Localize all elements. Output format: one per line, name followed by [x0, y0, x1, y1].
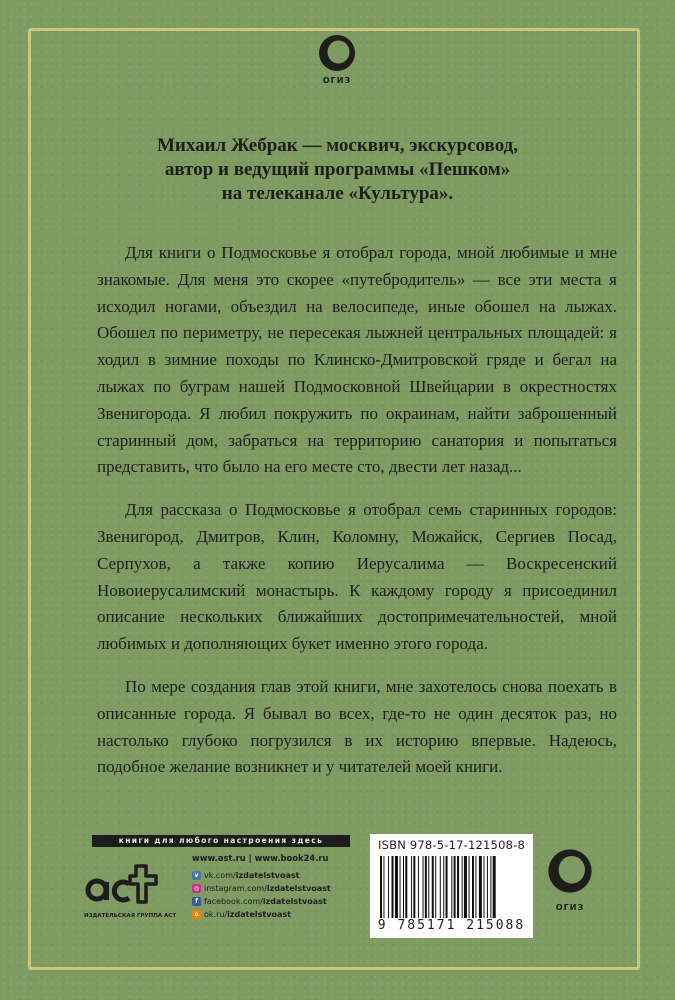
ast-imprint: ИЗДАТЕЛЬСКАЯ ГРУППА АСТ: [84, 913, 177, 919]
publisher-name: ОГИЗ: [555, 903, 585, 912]
barcode-bar: [418, 856, 419, 918]
social-link-handle: izdatelstvoast: [227, 910, 291, 919]
publisher-logo-bottom: [542, 847, 598, 912]
annotation-paragraph: По мере создания глав этой книги, мне захотелось снова поехать в описанные города. Я бывал во всех, где-то не один десяток раз, но настолько глубоко погрузился в их историю впервые. Надеюсь, подобное желание возникнет и у читателей моей книги.: [97, 676, 617, 777]
barcode-bar: [392, 856, 394, 918]
barcode-bar: [446, 856, 448, 918]
social-link-handle: izdatelstvoast: [235, 871, 300, 880]
ast-logo: [84, 858, 177, 919]
barcode-bar: [435, 856, 436, 918]
isbn-number: ISBN 978-5-17-121508-8: [378, 838, 525, 852]
barcode-bar: [405, 856, 407, 918]
ean-number: 9 785171 215088: [377, 918, 526, 933]
barcode-bar: [493, 856, 496, 918]
barcode-bar: [403, 856, 404, 918]
barcode-bar: [428, 856, 429, 918]
barcode-bar: [490, 856, 491, 918]
barcode-bar: [400, 856, 401, 918]
barcode-bar: [443, 856, 444, 918]
barcode-bar: [475, 856, 476, 918]
barcode-bar: [454, 856, 456, 918]
author-intro-line: Михаил Жебрак — москвич, экскурсовод,: [156, 135, 519, 156]
publisher-links: [192, 853, 362, 921]
ogiz-ring-icon: [546, 847, 594, 895]
social-link-handle: izdatelstvoast: [262, 897, 327, 906]
annotation-paragraph: Для книги о Подмосковье я отобрал города, мной любимые и мне знакомые. Для меня это скорее «путебродитель» — все эти места я исходил ногами, объездил на велосипеде, иные обошел на лыжах. Обошел по периметру, не пересекая лыжней центральных площадей: я ходил в зимние походы по Клинско-Дмитровской гряде и бегал на лыжах по буграм нашей Подмосковной Швейцарии в окрестностях Звенигорода. Я любил покружить по окраинам, найти заброшенный старинный дом, забраться на территорию санатория и попытаться представить, что было на его месте сто, двести лет назад...: [97, 243, 617, 477]
author-intro-line: автор и ведущий программы «Пешком»: [164, 159, 511, 180]
ogiz-ring-icon: [317, 33, 357, 73]
barcode-icon: [380, 856, 526, 918]
social-link-odnoklassniki[interactable]: [192, 908, 362, 921]
barcode-bar: [484, 856, 485, 918]
author-intro-line: на телеканале «Культура».: [221, 183, 454, 204]
social-link-prefix: instagram.com/: [204, 884, 267, 893]
odnoklassniki-icon: o: [192, 910, 201, 919]
social-link-facebook[interactable]: [192, 895, 362, 908]
barcode-bar: [464, 856, 467, 918]
barcode-bar: [472, 856, 474, 918]
social-link-prefix: vk.com/: [204, 871, 236, 880]
barcode-bar: [388, 856, 389, 918]
barcode-bar: [383, 856, 384, 918]
annotation-text: [97, 240, 617, 797]
vk-icon: v: [192, 871, 201, 880]
barcode-bar: [395, 856, 398, 918]
barcode-bar: [411, 856, 412, 918]
barcode-bar: [479, 856, 482, 918]
social-link-handle: izdatelstvoast: [266, 884, 331, 893]
social-link-instagram[interactable]: [192, 882, 362, 895]
barcode-bar: [487, 856, 488, 918]
barcode-bar: [462, 856, 463, 918]
publisher-name: ОГИЗ: [322, 76, 352, 85]
barcode-bar: [413, 856, 415, 918]
publisher-logo-top: [315, 33, 359, 85]
barcode-bar: [423, 856, 424, 918]
tagline-banner: книги для любого настроения здесь: [92, 835, 350, 847]
barcode-bar: [457, 856, 459, 918]
publisher-sites[interactable]: www.ast.ru | www.book24.ru: [192, 853, 329, 863]
facebook-icon: f: [192, 897, 201, 906]
ast-logo-icon: [84, 858, 164, 910]
social-link-prefix: facebook.com/: [204, 897, 263, 906]
author-intro: [60, 134, 615, 206]
annotation-paragraph: Для рассказа о Подмосковье я отобрал семь старинных городов: Звенигород, Дмитров, Клин, Коломну, Можайск, Сергиев Посад, Серпухов, а также копию Иерусалима — Воскресенский Новоиерусалимский монастырь. К каждому городу я присоединил описание нескольких ближайших достопримечательностей, мной любимых и дополняющих букет именно этого города.: [97, 500, 617, 654]
barcode-bar: [440, 856, 441, 918]
instagram-icon: ◎: [193, 885, 200, 892]
barcode-bar: [380, 856, 382, 918]
barcode-bar: [469, 856, 470, 918]
barcode-bar: [451, 856, 452, 918]
social-link-vk[interactable]: [192, 869, 362, 882]
barcode-box: [370, 834, 533, 938]
barcode-bar: [425, 856, 427, 918]
barcode-bar: [432, 856, 434, 918]
social-link-prefix: ok.ru/: [204, 910, 228, 919]
